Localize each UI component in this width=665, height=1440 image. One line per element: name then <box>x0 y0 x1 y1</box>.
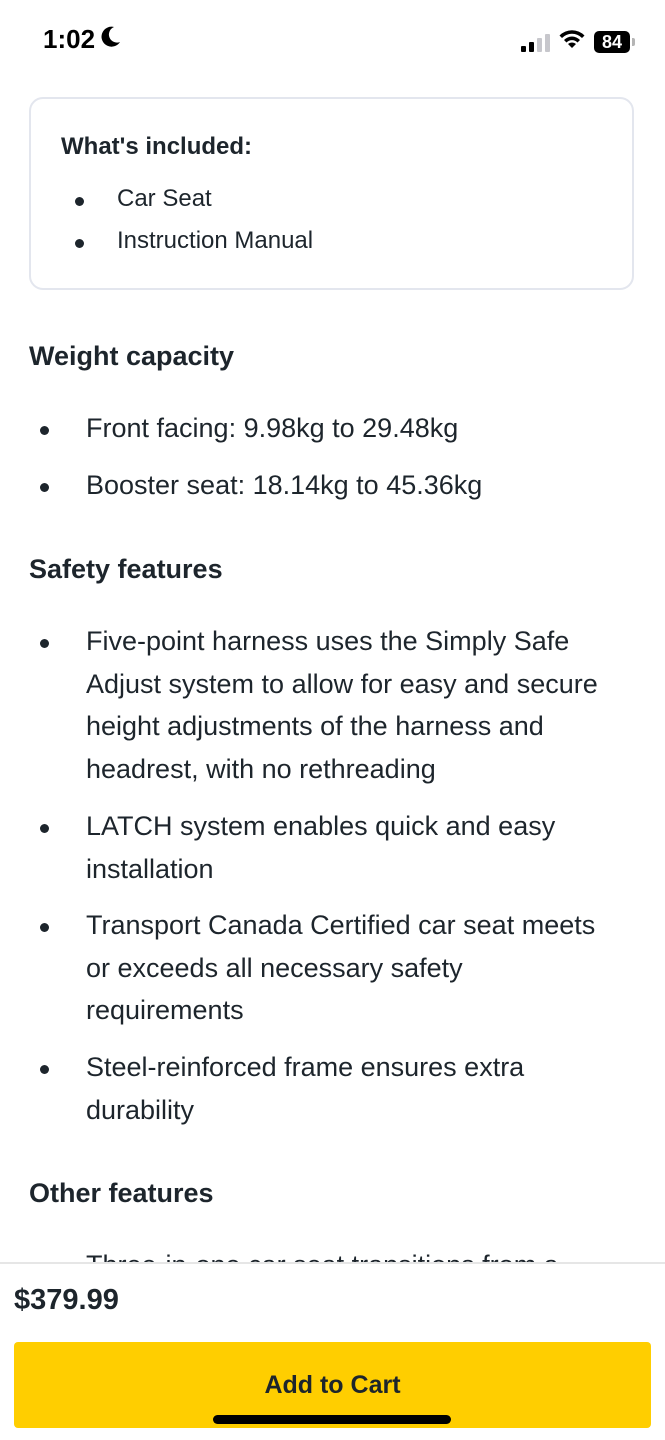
whats-included-title: What's included: <box>61 133 253 160</box>
safety-item: Transport Canada Certified car seat meets or exceeds all necessary safety requirements <box>86 910 596 1025</box>
safety-item: Five-point harness uses the Simply Safe Adjust system to allow for easy and secure height adjustments of the harness and headrest, with no rethreading <box>86 626 598 784</box>
bullet-icon <box>40 923 49 932</box>
safety-features-heading: Safety features <box>29 554 223 584</box>
home-indicator[interactable] <box>213 1415 451 1424</box>
included-item: Car Seat <box>117 185 212 212</box>
whats-included-card <box>29 97 634 290</box>
weight-item: Booster seat: 18.14kg to 45.36kg <box>86 470 483 500</box>
bullet-icon <box>40 483 49 492</box>
safety-item: LATCH system enables quick and easy installation <box>86 811 556 884</box>
battery-level: 84 <box>594 31 630 53</box>
product-price: $379.99 <box>14 1284 119 1316</box>
time-text: 1:02 <box>43 24 96 54</box>
weight-capacity-heading: Weight capacity <box>29 341 235 371</box>
bullet-icon <box>40 824 49 833</box>
purchase-bar <box>0 1262 665 1440</box>
other-features-heading: Other features <box>29 1178 214 1208</box>
bullet-icon <box>40 639 49 648</box>
bullet-icon <box>40 426 49 435</box>
included-item: Instruction Manual <box>117 227 314 254</box>
safety-item: Steel-reinforced frame ensures extra durability <box>86 1052 525 1125</box>
bullet-icon <box>40 1065 49 1074</box>
bullet-icon <box>75 197 84 206</box>
add-to-cart-button[interactable]: Add to Cart <box>14 1342 651 1428</box>
bullet-icon <box>75 239 84 248</box>
weight-item: Front facing: 9.98kg to 29.48kg <box>86 413 459 443</box>
